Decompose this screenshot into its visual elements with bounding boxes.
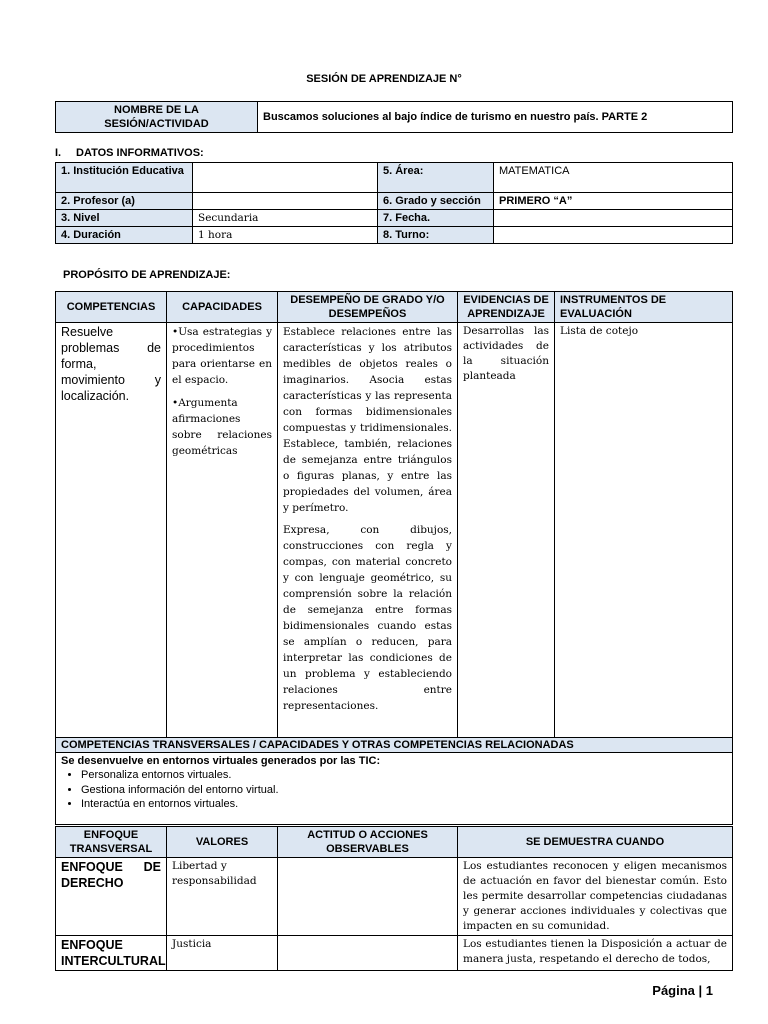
- profesor-label: 2. Profesor (a): [56, 193, 193, 210]
- turno-label: 8. Turno:: [378, 227, 494, 244]
- header-instrumentos: INSTRUMENTOS DE EVALUACIÓN: [555, 292, 733, 323]
- evidencia-cell: Desarrollas las actividades de la situación planteada: [458, 323, 555, 738]
- page-number: Página | 1: [652, 983, 713, 998]
- transversales-header: COMPETENCIAS TRANSVERSALES / CAPACIDADES Y OTRAS COMPETENCIAS RELACIONADAS: [56, 738, 733, 753]
- document-title: SESIÓN DE APRENDIZAJE N°: [306, 73, 462, 85]
- enfoque-valores: Libertad y responsabilidad: [167, 858, 278, 936]
- header-capacidades: CAPACIDADES: [167, 292, 278, 323]
- transversales-cell: [56, 753, 733, 825]
- datos-heading: DATOS INFORMATIVOS:: [76, 147, 204, 159]
- capacidades-cell: [167, 323, 278, 738]
- area-value: MATEMATICA: [494, 163, 733, 193]
- session-label: NOMBRE DE LA SESIÓN/ACTIVIDAD: [56, 102, 258, 133]
- grado-value: PRIMERO “A”: [494, 193, 733, 210]
- enfoque-demuestra: Los estudiantes reconocen y eligen mecanismos de actuación en favor del bienestar común. Esto les permite desarrollar competencias ciudadanas y generar acciones individuales y colectivas que impacten en su comunidad.: [458, 858, 733, 936]
- enfoque-name: ENFOQUE INTERCULTURAL: [56, 936, 167, 971]
- enfoque-demuestra: Los estudiantes tienen la Disposición a actuar de manera justa, respetando el derecho de todos,: [458, 936, 733, 971]
- area-label: 5. Área:: [378, 163, 494, 193]
- turno-value: [494, 227, 733, 244]
- list-item: • Gestiona información del entorno virtual.: [81, 783, 727, 798]
- desempeno-cell: [278, 323, 458, 738]
- nivel-value: Secundaria: [193, 210, 378, 227]
- header-valores: VALORES: [167, 827, 278, 858]
- datos-table: [55, 162, 733, 244]
- enfoque-name: ENFOQUE DE DERECHO: [56, 858, 167, 936]
- proposito-table: [55, 291, 733, 825]
- header-competencias: COMPETENCIAS: [56, 292, 167, 323]
- duracion-label: 4. Duración: [56, 227, 193, 244]
- institucion-label: 1. Institución Educativa: [56, 163, 193, 193]
- grado-label: 6. Grado y sección: [378, 193, 494, 210]
- header-evidencias: EVIDENCIAS DE APRENDIZAJE: [458, 292, 555, 323]
- nivel-label: 3. Nivel: [56, 210, 193, 227]
- session-table: [55, 101, 733, 133]
- table-row: [56, 936, 733, 971]
- enfoque-actitud: [278, 858, 458, 936]
- datos-heading-number: I.: [55, 147, 62, 159]
- enfoque-valores: Justicia: [167, 936, 278, 971]
- transversales-title: Se desenvuelve en entornos virtuales generados por las TIC:: [61, 755, 381, 767]
- fecha-value: [494, 210, 733, 227]
- list-item: • Interactúa en entornos virtuales.: [81, 797, 727, 812]
- header-enfoque: ENFOQUE TRANSVERSAL: [56, 827, 167, 858]
- fecha-label: 7. Fecha.: [378, 210, 494, 227]
- institucion-value: [193, 163, 378, 193]
- capacidad-item: •Argumenta afirmaciones sobre relaciones geométricas: [172, 397, 272, 457]
- transversales-list: [61, 768, 727, 812]
- session-value: Buscamos soluciones al bajo índice de turismo en nuestro país. PARTE 2: [258, 102, 733, 133]
- capacidad-item: •Usa estrategias y procedimientos para orientarse en el espacio.: [172, 326, 272, 386]
- header-actitud: ACTITUD O ACCIONES OBSERVABLES: [278, 827, 458, 858]
- duracion-value: 1 hora: [193, 227, 378, 244]
- profesor-value: [193, 193, 378, 210]
- enfoque-actitud: [278, 936, 458, 971]
- header-desempeno: DESEMPEÑO DE GRADO Y/O DESEMPEÑOS: [278, 292, 458, 323]
- list-item: • Personaliza entornos virtuales.: [81, 768, 727, 783]
- table-row: [56, 858, 733, 936]
- proposito-heading: PROPÓSITO DE APRENDIZAJE:: [63, 269, 231, 281]
- desempeno-paragraph: Establece relaciones entre las características y los atributos medibles de objetos reales o imaginarios. Asocia estas características y las representa con formas bidimensionales compuestas y tridimensionales. Establece, también, relaciones de semejanza entre triángulos o figuras planas, y entre las propiedades del volumen, área y perímetro.: [283, 326, 452, 514]
- header-demuestra: SE DEMUESTRA CUANDO: [458, 827, 733, 858]
- competencia-cell: Resuelve problemas de forma, movimiento y localización.: [56, 323, 167, 738]
- enfoques-table: [55, 826, 733, 971]
- instrumento-cell: Lista de cotejo: [555, 323, 733, 738]
- desempeno-paragraph: Expresa, con dibujos, construcciones con regla y compas, con material concreto y con lenguaje geométrico, su comprensión sobre la relación de semejanza entre formas bidimensionales cuando estas se amplían o reducen, para interpretar las condiciones de un problema y estableciendo relaciones entre representaciones.: [283, 524, 452, 712]
